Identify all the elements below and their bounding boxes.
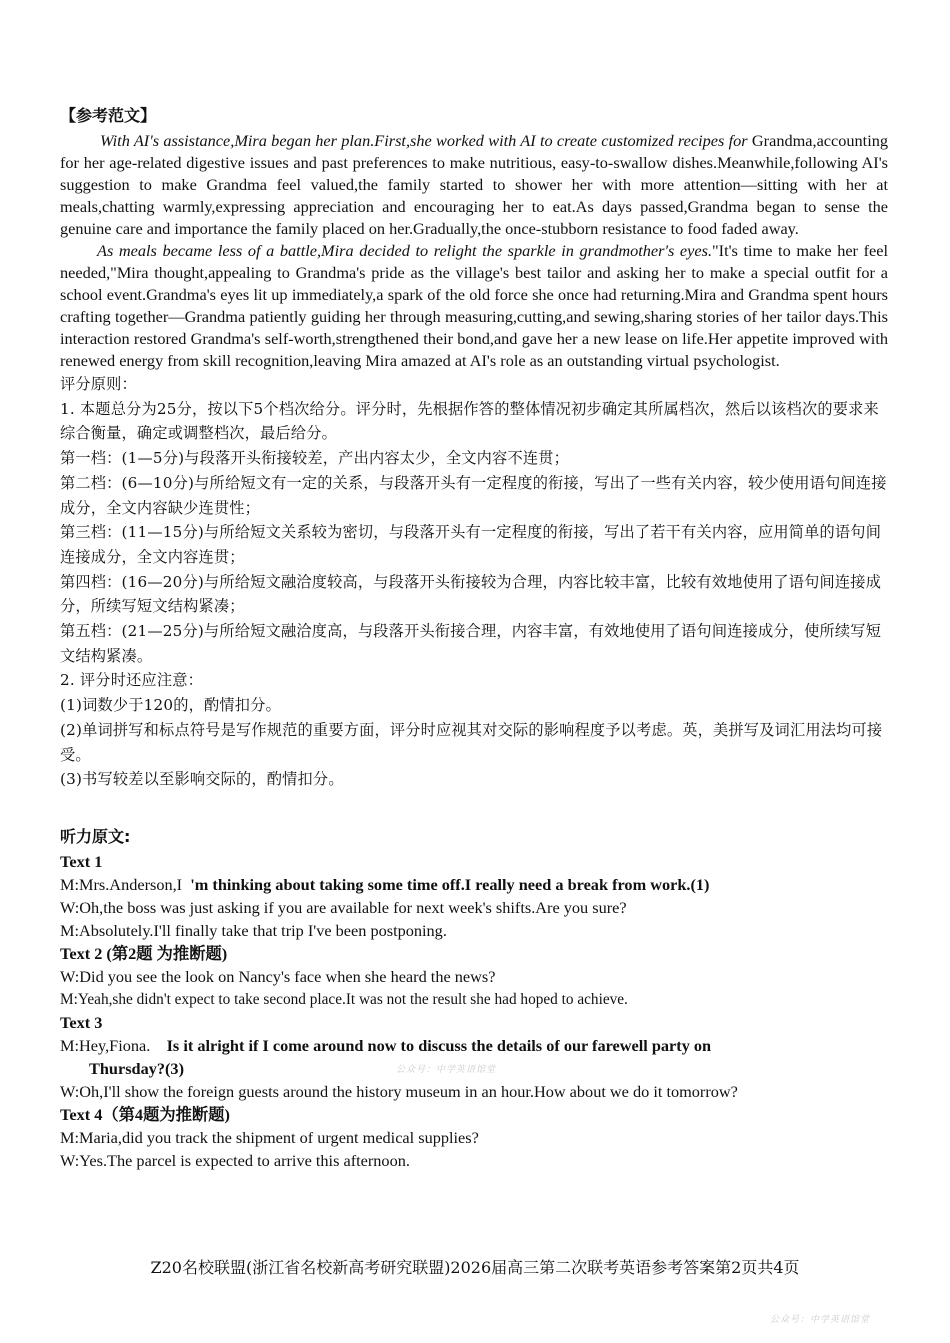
grading-note-3: (3)书写较差以至影响交际的，酌情扣分。: [60, 770, 344, 789]
essay-paragraph-1: [60, 130, 888, 240]
text2-title: Text 2 (第2题 为推断题): [60, 943, 228, 963]
essay-p1-rest: Grandma,accounting for her age-related digestive issues and past preferences to make nutritious, easy-to-swallow dishes.Meanwhile,following AI's suggestion to make Grandma feel valued,the family started to shower her with more attention—sitting with her at meals,chatting warmly,expressing appreciation and encouraging her to eat.As days passed,Grandma began to sense the genuine care and importance the family placed on her.Gradually,the once-stubborn resistance to food faded away.: [60, 131, 888, 238]
text4-title: Text 4（第4题为推断题): [60, 1104, 230, 1124]
text3-m-speaker: M:Hey,Fiona.: [60, 1035, 151, 1055]
grading-level-5: 第五档：(21—25分)与所给短文融洽度高，与段落开头衔接合理，内容丰富，有效地使用了语句间连接成分，使所续写短文结构紧凑。: [60, 622, 882, 665]
grading-item-2: 2. 评分时还应注意：: [60, 671, 204, 690]
text3-title: Text 3: [60, 1012, 103, 1032]
listening-transcript: [60, 826, 888, 1172]
grading-level-4: 第四档：(16—20分)与所给短文融洽度较高，与段落开头衔接较为合理，内容比较丰富，比较有效地使用了语句间连接成分，所续写短文结构紧凑；: [60, 572, 882, 616]
essay-p2-lead: As meals became less of a battle,Mira decided to relight the sparkle in grandmother's eyes.: [97, 241, 713, 260]
grading-item-1: 1. 本题总分为25分，按以下5个档次给分。评分时，先根据作答的整体情况初步确定其所属档次，然后以该档次的要求来综合衡量，确定或调整档次，最后给分。: [60, 399, 879, 443]
listening-title: 听力原文:: [60, 826, 131, 846]
text1-line-w: W:Oh,the boss was just asking if you are available for next week's shifts.Are you sure?: [60, 897, 627, 917]
text4-line-m: M:Maria,did you track the shipment of urgent medical supplies?: [60, 1127, 479, 1147]
watermark-mid: 公众号：中学英语馆堂: [396, 1065, 497, 1075]
page-content: [60, 104, 888, 1172]
grading-level-2: 第二档：(6—10分)与所给短文有一定的关系，与段落开头有一定程度的衔接，写出了一些有关内容，较少使用语句间连接成分，全文内容缺少连贯性；: [60, 473, 887, 517]
text1-m1-answer: 'm thinking about taking some time off.I really need a break from work.(1): [190, 874, 710, 894]
grading-title: 评分原则：: [60, 375, 137, 393]
grading-note-2: (2)单词拼写和标点符号是写作规范的重要方面，评分时应视其对交际的影响程度予以考虑。英，美拼写及词汇用法均可接受。: [60, 720, 883, 764]
text3-line-m: [60, 1034, 888, 1057]
essay-p2-rest: "It's time to make her feel needed,"Mira thought,appealing to Grandma's pride as the village's best tailor and asking her to make a special outfit for a school event.Grandma's eyes lit up immediately,a spark of the old force she once had returning.Mira and Grandma spent hours crafting together—Grandma patiently guiding her through measuring,cutting,and sewing,sharing stories of her tailor days.This interaction restored Grandma's self-worth,strengthened their bond,and gave her a new lease on life.Her appetite improved with renewed energy from skill recognition,leaving Mira amazed at AI's role as an outstanding virtual psychologist.: [60, 241, 888, 370]
page-footer: Z20名校联盟(浙江省名校新高考研究联盟)2026届高三第二次联考英语参考答案第2页共4页: [150, 1258, 800, 1277]
text4-line-w: W:Yes.The parcel is expected to arrive this afternoon.: [60, 1150, 410, 1170]
text1-line-m2: M:Absolutely.I'll finally take that trip I've been postponing.: [60, 920, 447, 940]
watermark-bottom: 公众号：中学英语馆堂: [770, 1315, 871, 1325]
text2-line-m: M:Yeah,she didn't expect to take second place.It was not the result she had hoped to achieve.: [60, 990, 628, 1008]
text1-line-m1: [60, 873, 888, 896]
essay-paragraph-2: [60, 240, 888, 372]
grading-level-1: 第一档：(1—5分)与段落开头衔接较差，产出内容太少，全文内容不连贯；: [60, 449, 569, 468]
text2-line-w: W:Did you see the look on Nancy's face when she heard the news?: [60, 966, 496, 986]
grading-criteria: [60, 372, 888, 792]
text3-m-answer: Is it alright if I come around now to discuss the details of our farewell party on: [166, 1035, 712, 1055]
text3-line-m-cont: Thursday?(3): [89, 1058, 184, 1078]
grading-level-3: 第三档：(11—15分)与所给短文关系较为密切，与段落开头有一定程度的衔接，写出了若干有关内容，应用简单的语句间连接成分，全文内容连贯；: [60, 523, 882, 566]
text1-m1-speaker: M:Mrs.Anderson,I: [60, 874, 183, 894]
reference-essay-heading: 【参考范文】: [60, 106, 157, 125]
essay-p1-lead: With AI's assistance,Mira began her plan.First,she worked with AI to create customized recipes for: [100, 131, 748, 150]
grading-note-1: (1)词数少于120的，酌情扣分。: [60, 696, 281, 715]
text1-title: Text 1: [60, 851, 103, 871]
reference-essay: [60, 130, 888, 372]
text3-line-w: W:Oh,I'll show the foreign guests around the history museum in an hour.How about we do it tomorrow?: [60, 1081, 738, 1101]
